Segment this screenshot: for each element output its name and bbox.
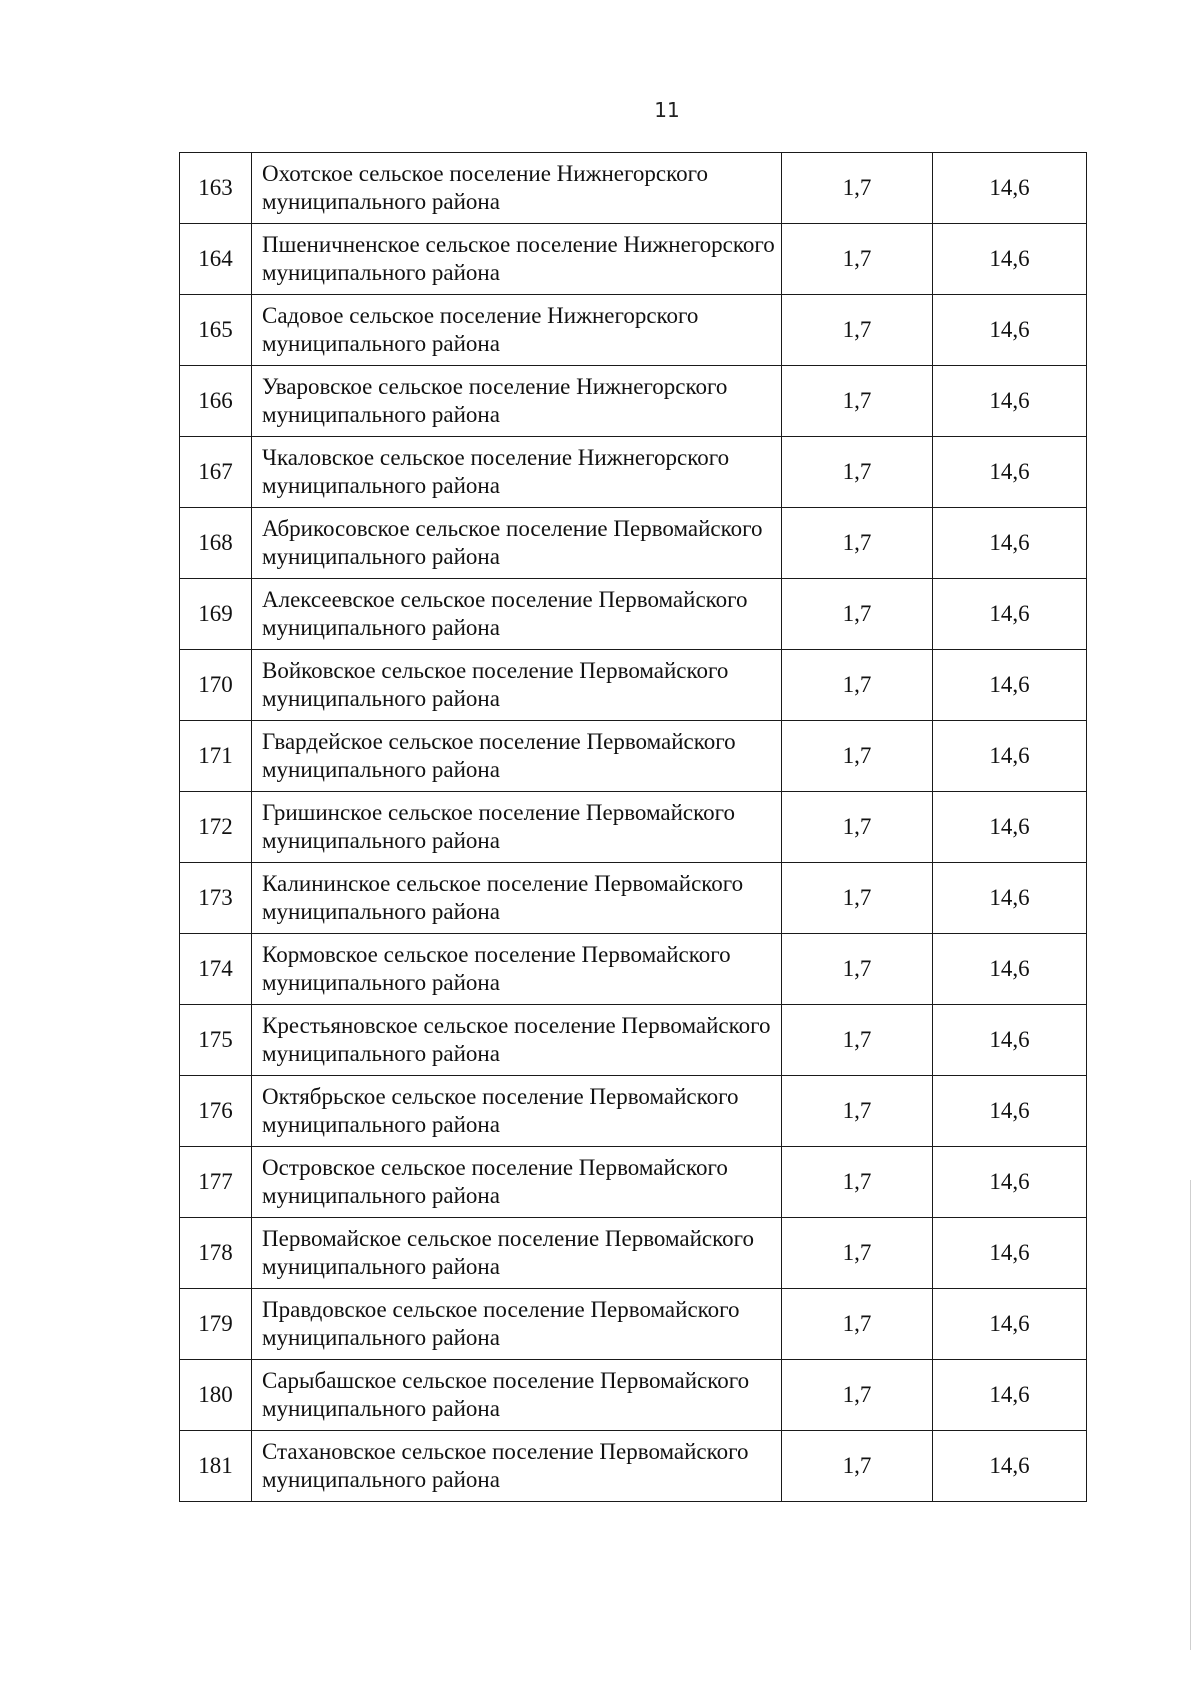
settlement-name-cell: Абрикосовское сельское поселение Первомайского муниципального района [252, 508, 782, 579]
table-row [180, 1076, 1087, 1147]
value-a-cell: 1,7 [782, 1360, 933, 1431]
settlement-name-cell: Стахановское сельское поселение Первомайского муниципального района [252, 1431, 782, 1502]
value-a-cell: 1,7 [782, 650, 933, 721]
table-row [180, 1218, 1087, 1289]
value-a-cell: 1,7 [782, 366, 933, 437]
row-number-cell: 176 [180, 1076, 252, 1147]
row-number-cell: 172 [180, 792, 252, 863]
page-number: 11 [654, 98, 680, 122]
settlement-name-cell: Охотское сельское поселение Нижнегорского муниципального района [252, 153, 782, 224]
settlement-name-cell: Сарыбашское сельское поселение Первомайского муниципального района [252, 1360, 782, 1431]
settlements-table [179, 152, 1087, 1502]
value-b-cell: 14,6 [933, 721, 1087, 792]
value-b-cell: 14,6 [933, 1076, 1087, 1147]
row-number-cell: 163 [180, 153, 252, 224]
value-b-cell: 14,6 [933, 295, 1087, 366]
table-row [180, 1431, 1087, 1502]
settlement-name-cell: Алексеевское сельское поселение Первомайского муниципального района [252, 579, 782, 650]
value-a-cell: 1,7 [782, 508, 933, 579]
row-number-cell: 174 [180, 934, 252, 1005]
value-a-cell: 1,7 [782, 1218, 933, 1289]
settlement-name-cell: Правдовское сельское поселение Первомайского муниципального района [252, 1289, 782, 1360]
value-b-cell: 14,6 [933, 1147, 1087, 1218]
row-number-cell: 173 [180, 863, 252, 934]
settlement-name-cell: Войковское сельское поселение Первомайского муниципального района [252, 650, 782, 721]
settlement-name-cell: Первомайское сельское поселение Первомайского муниципального района [252, 1218, 782, 1289]
row-number-cell: 169 [180, 579, 252, 650]
row-number-cell: 177 [180, 1147, 252, 1218]
table-row [180, 792, 1087, 863]
value-b-cell: 14,6 [933, 650, 1087, 721]
table-row [180, 934, 1087, 1005]
settlement-name-cell: Калининское сельское поселение Первомайского муниципального района [252, 863, 782, 934]
value-b-cell: 14,6 [933, 224, 1087, 295]
table-row [180, 437, 1087, 508]
row-number-cell: 181 [180, 1431, 252, 1502]
value-b-cell: 14,6 [933, 1218, 1087, 1289]
table-row [180, 224, 1087, 295]
value-a-cell: 1,7 [782, 295, 933, 366]
settlement-name-cell: Садовое сельское поселение Нижнегорского муниципального района [252, 295, 782, 366]
row-number-cell: 178 [180, 1218, 252, 1289]
value-a-cell: 1,7 [782, 579, 933, 650]
settlement-name-cell: Октябрьское сельское поселение Первомайского муниципального района [252, 1076, 782, 1147]
value-a-cell: 1,7 [782, 934, 933, 1005]
table-row [180, 1005, 1087, 1076]
value-a-cell: 1,7 [782, 1147, 933, 1218]
table-row [180, 366, 1087, 437]
row-number-cell: 166 [180, 366, 252, 437]
table-row [180, 721, 1087, 792]
table-body [180, 153, 1087, 1502]
row-number-cell: 167 [180, 437, 252, 508]
table-row [180, 1147, 1087, 1218]
settlement-name-cell: Кормовское сельское поселение Первомайского муниципального района [252, 934, 782, 1005]
value-b-cell: 14,6 [933, 437, 1087, 508]
value-a-cell: 1,7 [782, 1005, 933, 1076]
row-number-cell: 171 [180, 721, 252, 792]
row-number-cell: 165 [180, 295, 252, 366]
value-b-cell: 14,6 [933, 1431, 1087, 1502]
value-b-cell: 14,6 [933, 153, 1087, 224]
value-b-cell: 14,6 [933, 508, 1087, 579]
value-b-cell: 14,6 [933, 1360, 1087, 1431]
row-number-cell: 164 [180, 224, 252, 295]
value-a-cell: 1,7 [782, 721, 933, 792]
settlement-name-cell: Уваровское сельское поселение Нижнегорского муниципального района [252, 366, 782, 437]
value-b-cell: 14,6 [933, 863, 1087, 934]
row-number-cell: 180 [180, 1360, 252, 1431]
value-a-cell: 1,7 [782, 1431, 933, 1502]
table-row [180, 863, 1087, 934]
value-b-cell: 14,6 [933, 934, 1087, 1005]
value-a-cell: 1,7 [782, 437, 933, 508]
table-row [180, 295, 1087, 366]
value-b-cell: 14,6 [933, 1289, 1087, 1360]
table-row [180, 1360, 1087, 1431]
value-a-cell: 1,7 [782, 1289, 933, 1360]
value-a-cell: 1,7 [782, 224, 933, 295]
table-row [180, 153, 1087, 224]
settlement-name-cell: Крестьяновское сельское поселение Первомайского муниципального района [252, 1005, 782, 1076]
table-row [180, 1289, 1087, 1360]
row-number-cell: 175 [180, 1005, 252, 1076]
settlement-name-cell: Гришинское сельское поселение Первомайского муниципального района [252, 792, 782, 863]
value-b-cell: 14,6 [933, 579, 1087, 650]
value-b-cell: 14,6 [933, 792, 1087, 863]
table-row [180, 650, 1087, 721]
settlement-name-cell: Чкаловское сельское поселение Нижнегорского муниципального района [252, 437, 782, 508]
settlement-name-cell: Островское сельское поселение Первомайского муниципального района [252, 1147, 782, 1218]
value-b-cell: 14,6 [933, 1005, 1087, 1076]
settlement-name-cell: Пшеничненское сельское поселение Нижнегорского муниципального района [252, 224, 782, 295]
value-a-cell: 1,7 [782, 792, 933, 863]
row-number-cell: 168 [180, 508, 252, 579]
table-row [180, 579, 1087, 650]
value-b-cell: 14,6 [933, 366, 1087, 437]
table-row [180, 508, 1087, 579]
value-a-cell: 1,7 [782, 863, 933, 934]
row-number-cell: 170 [180, 650, 252, 721]
value-a-cell: 1,7 [782, 1076, 933, 1147]
settlement-name-cell: Гвардейское сельское поселение Первомайского муниципального района [252, 721, 782, 792]
row-number-cell: 179 [180, 1289, 252, 1360]
value-a-cell: 1,7 [782, 153, 933, 224]
scan-margin-line [1190, 1180, 1191, 1650]
